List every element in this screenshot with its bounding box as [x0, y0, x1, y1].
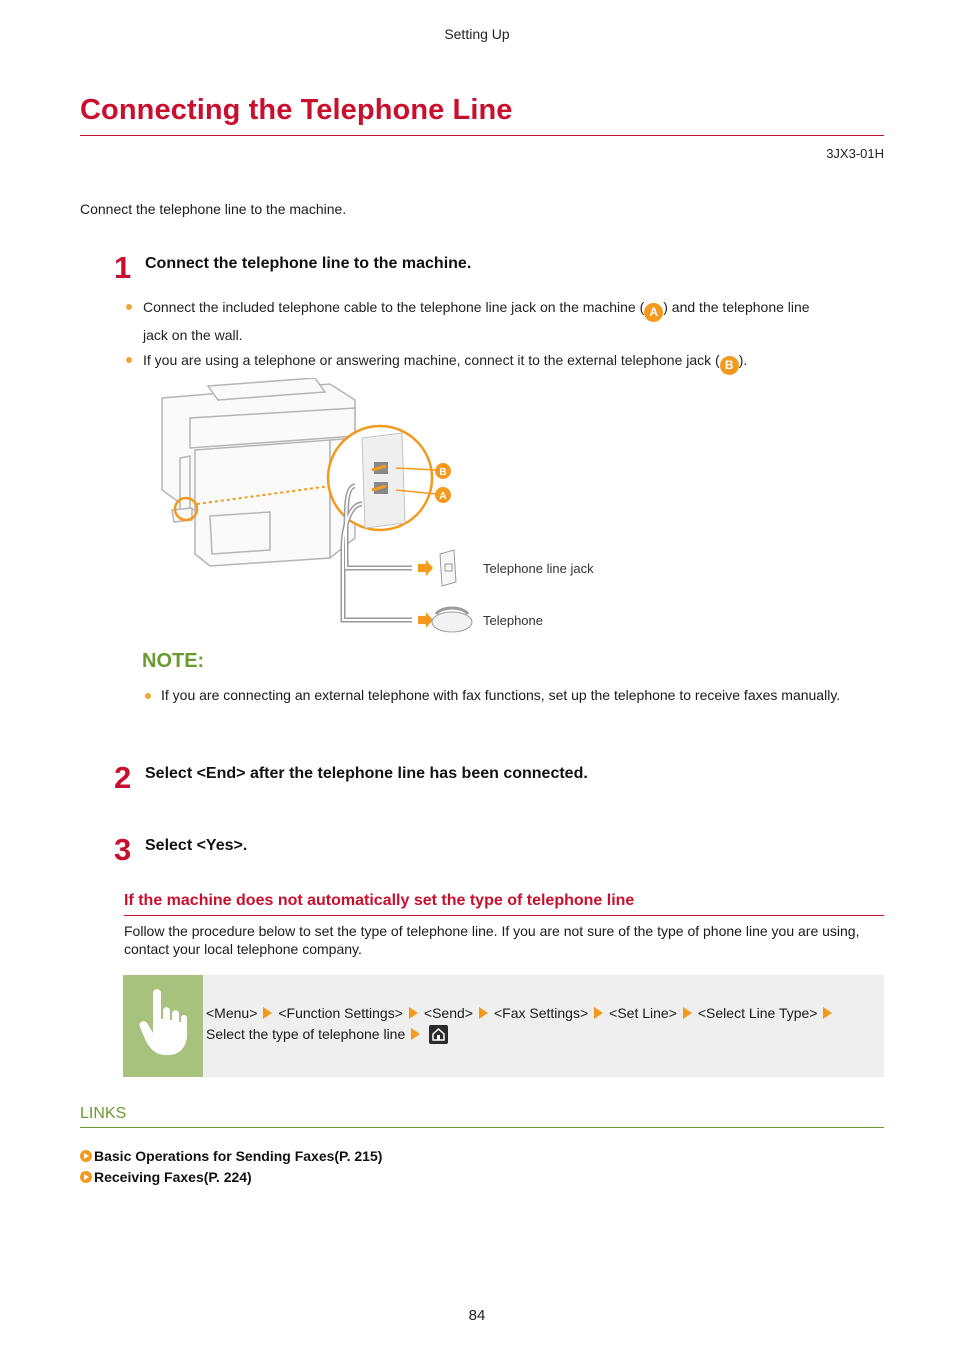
- step-1-title: Connect the telephone line to the machine.: [145, 255, 472, 272]
- bullet-dot: [145, 693, 151, 699]
- running-header: Setting Up: [444, 26, 510, 42]
- arrow-right-icon: [823, 1007, 832, 1019]
- link-label: Receiving Faxes(P. 224): [94, 1169, 252, 1185]
- link-arrow-icon: [80, 1171, 92, 1183]
- svg-text:A: A: [439, 491, 447, 502]
- bullet-dot: [126, 304, 132, 310]
- jack-zoom: [328, 426, 432, 530]
- menu-step: <Menu>: [206, 1005, 258, 1021]
- menu-step: Select the type of telephone line: [206, 1026, 406, 1042]
- procedure-hand-panel: [123, 975, 203, 1077]
- note-text: If you are connecting an external telephone with fax functions, set up the telephone to receive faxes manually.: [161, 687, 841, 703]
- links-divider: [80, 1127, 884, 1128]
- badge-a-icon: A: [644, 303, 663, 322]
- hand-pointer-icon: [123, 975, 203, 1077]
- label-telephone-line-jack: Telephone line jack: [483, 561, 594, 576]
- intro-text: Connect the telephone line to the machine.: [80, 201, 347, 217]
- arrow-right-icon: [683, 1007, 692, 1019]
- bullet-1-line2: jack on the wall.: [143, 327, 243, 343]
- home-icon: [429, 1025, 448, 1044]
- bullet-2-part2: ).: [738, 352, 748, 368]
- arrow-right-icon: [594, 1007, 603, 1019]
- links-heading: LINKS: [80, 1105, 127, 1122]
- step-1-number: 1: [114, 250, 132, 285]
- procedure-path: [206, 1003, 876, 1045]
- menu-step: <Function Settings>: [278, 1005, 403, 1021]
- step-2-title: Select <End> after the telephone line has been connected.: [145, 765, 588, 782]
- link-receiving-faxes[interactable]: [80, 1169, 252, 1185]
- menu-step: <Set Line>: [609, 1005, 677, 1021]
- bullet-dot: [126, 357, 132, 363]
- document-id: 3JX3-01H: [826, 146, 884, 161]
- bullet-1-text: [143, 294, 888, 348]
- wall-jack-icon: [440, 550, 456, 586]
- svg-text:B: B: [439, 467, 447, 478]
- subsection-title: If the machine does not automatically set the type of telephone line: [124, 892, 635, 909]
- bullet-1-part1: Connect the included telephone cable to the telephone line jack on the machine (: [143, 299, 645, 315]
- label-telephone: Telephone: [483, 613, 543, 628]
- step-2-number: 2: [114, 760, 132, 795]
- arrow-right-icon: [263, 1007, 272, 1019]
- note-title: NOTE:: [142, 650, 205, 672]
- menu-step: <Fax Settings>: [493, 1005, 589, 1021]
- menu-step: <Send>: [423, 1005, 473, 1021]
- printer-icon: [162, 378, 355, 566]
- arrow-right-icon: [479, 1007, 488, 1019]
- badge-b-icon: B: [720, 356, 739, 375]
- telephone-icon: [432, 608, 472, 632]
- step-3-number: 3: [114, 832, 132, 867]
- menu-step: <Select Line Type>: [697, 1005, 818, 1021]
- link-basic-operations[interactable]: [80, 1148, 382, 1164]
- title-divider: [80, 135, 884, 136]
- arrow-right-icon: [411, 1028, 420, 1040]
- link-label: Basic Operations for Sending Faxes(P. 215): [94, 1148, 383, 1164]
- page-title: Connecting the Telephone Line: [80, 94, 513, 126]
- bullet-1-part2: ) and the telephone line: [663, 299, 810, 315]
- subsection-text: Follow the procedure below to set the type of telephone line. If you are not sure of the type of phone line you are using, contact your local telephone company.: [124, 923, 860, 957]
- page-number: 84: [468, 1307, 486, 1324]
- bullet-2-part1: If you are using a telephone or answering machine, connect it to the external telephone jack (: [143, 352, 720, 368]
- arrow-right-icon: [409, 1007, 418, 1019]
- connection-illustration: [150, 378, 630, 638]
- bullet-2-text: [143, 347, 888, 375]
- link-arrow-icon: [80, 1150, 92, 1162]
- subsection-divider: [124, 915, 884, 916]
- step-3-title: Select <Yes>.: [145, 837, 248, 854]
